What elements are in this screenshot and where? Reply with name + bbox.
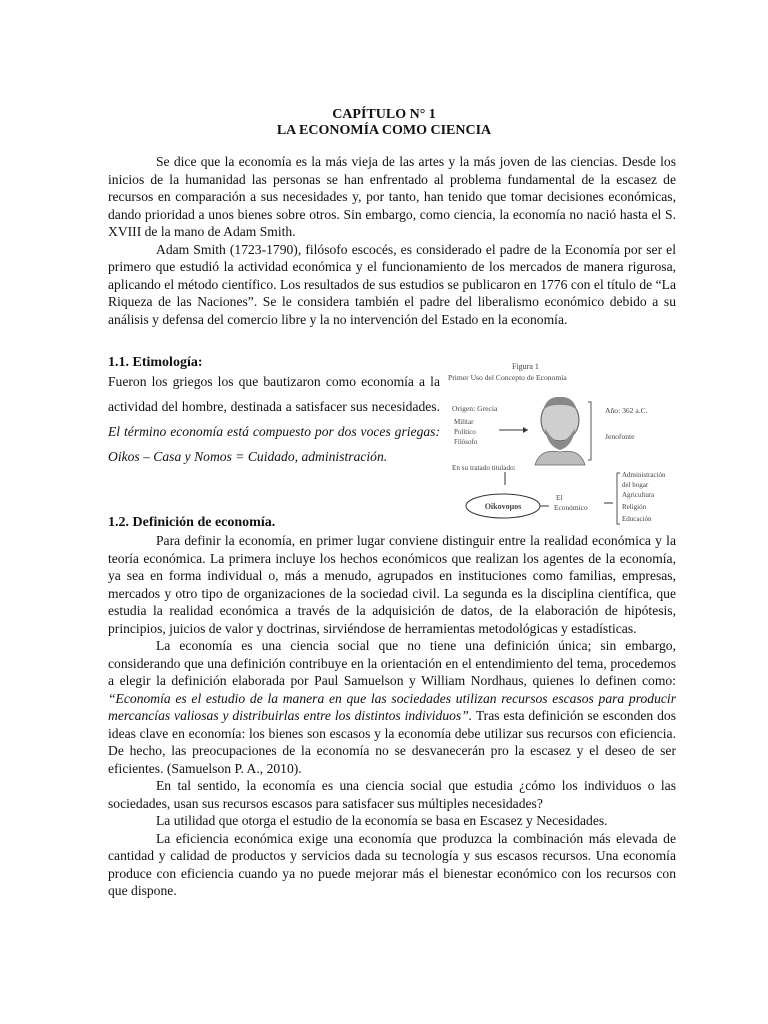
figure-greek-word: Oikovoµos [484,502,522,511]
figure-author: Jenofonte [605,432,635,441]
etymology-text [108,369,440,469]
intro-text [108,153,676,328]
figure-economy-origin [445,360,670,530]
definition-paragraph-5: La eficiencia económica exige una economía que produzca la combinación más elevada de cantidad y calidad de productos y servicios dada su tecnología y sus escasos recursos. Una economía produce con eficiencia cuando ya no puede mejorar más el bienestar económico con los recursos con que dispone. [108,830,676,898]
arrow-head-icon [523,427,528,433]
topic-4: Religión [622,503,647,511]
definition-quote: “Economía es el estudio de la manera en que las sociedades utilizan recursos escasos para producir mercancías valiosas y distribuirlas entre los distintos individuos”. [108,690,676,723]
definition-paragraph-3: En tal sentido, la economía es una ciencia social que estudia ¿cómo los individuos o las sociedades, usan sus recursos escasos para satisfacer sus múltiples necesidades? [108,778,676,811]
intro-paragraph-2: Adam Smith (1723-1790), filósofo escocés, es considerado el padre de la Economía por ser el primero que estudió la actividad económica y el funcionamiento de los mercados de manera rigurosa, aplicando el método científico. Los resultados de sus estudios se publicaron en 1776 con el título de “La Riqueza de las Naciones”. Se le considera también el padre del liberalismo económico debido a su análisis y defensa del comercio libre y la no intervención del Estado en la economía. [108,241,676,327]
figure-economico: Económico [554,503,588,512]
topic-3: Agricultura [622,491,655,499]
section-1-heading: 1.1. Etimología: [108,355,203,370]
figure-treatise: En su tratado titulado: [452,464,516,472]
figure-list-1: Militar [454,418,474,426]
definition-paragraph-1: Para definir la economía, en primer lugar conviene distinguir entre la realidad económica y la teoría económica. La primera incluye los hechos económicos que realizan los agentes de la economía, ya sea en forma individual o, más a menudo, agrupados en instituciones como familias, empresas, mercados y otro tipo de organizaciones de la sociedad civil. La segunda es la disciplina científica, que estudia la realidad económica a través de la adquisición de datos, de la elaboración de hipótesis, principios, juicios de valor y doctrinas, sirviéndose de herramientas metodológicas y estadísticas. [108,533,676,636]
figure-el: El [556,493,563,502]
figure-origin: Origen: Grecia [452,404,498,413]
topic-5: Educación [622,515,652,523]
figure-list-3: Filósofo [454,438,478,446]
definition-text [108,532,676,900]
figure-year: Año: 362 a.C. [605,406,648,415]
bust-illustration [535,397,585,465]
etymology-italic: El término economía está compuesto por dos voces griegas: Oikos – Casa y Nomos = Cuidado, administración. [108,424,440,464]
definition-p2-start: La economía es una ciencia social que no tiene una definición única; sin embargo, considerando que una definición contribuye en la orientación en el entendimiento del tema, procedemos a elegir la definición elaborada por Paul Samuelson y William Nordhaus, quienes lo definen como: [108,638,676,688]
topic-2: del hogar [622,481,649,489]
topic-1: Administración [622,471,666,479]
etymology-plain: Fueron los griegos los que bautizaron como economía a la actividad del hombre, destinada a satisfacer sus necesidades. [108,374,440,414]
chapter-title: LA ECONOMÍA COMO CIENCIA [276,123,492,138]
figure-list-2: Político [454,428,476,436]
figure-title: Figura 1 [512,362,539,371]
definition-paragraph-2 [108,637,676,777]
bracket-topics [617,473,620,524]
definition-paragraph-4: La utilidad que otorga el estudio de la economía se basa en Escasez y Necesidades. [156,813,608,828]
definition-p2-end: Tras esta definición se esconden dos ideas clave en economía: los bienes son escasos y la economía debe utilizar sus recursos con eficiencia. De hecho, las preocupaciones de la economía no se desvanecerán pro la escasez y el deseo de ser eficientes. (Samuelson P. A., 2010). [108,708,677,776]
chapter-number: CAPÍTULO N° 1 [332,107,436,122]
section-2-heading: 1.2. Definición de economía. [108,515,276,530]
intro-paragraph-1: Se dice que la economía es la más vieja de las artes y la más joven de las ciencias. Desde los inicios de la humanidad las personas se han enfrentado al problema fundamental de la escasez de recursos en comparación a sus necesidades y, por tanto, han tenido que tomar decisiones económicas, dando prioridad a unos bienes sobre otros. Sin embargo, como ciencia, la economía no nació hasta el S. XVIII de la mano de Adam Smith. [108,154,676,239]
bracket-right [588,402,591,460]
figure-subtitle: Primer Uso del Concepto de Economía [448,373,567,382]
